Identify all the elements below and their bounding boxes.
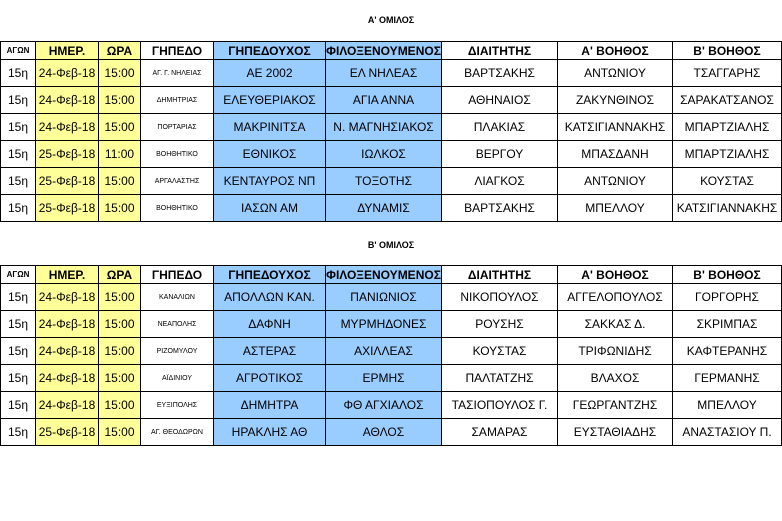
cell-assistant2: ΚΑΤΣΙΓΙΑΝΝΑΚΗΣ [673,195,782,222]
column-header-away: ΦΙΛΟΞΕΝΟΥΜΕΝΟΣ [326,43,441,58]
cell-assistant2: ΜΠΕΛΛΟΥ [673,392,782,419]
cell-referee: ΤΑΣΙΟΠΟΥΛΟΣ Γ. [442,392,558,419]
cell-assistant2: ΜΠΑΡΤΖΙΑΛΗΣ [673,114,782,141]
cell-date: 25-Φεβ-18 [36,195,99,222]
cell-away: ΦΘ ΑΓΧΙΑΛΟΣ [326,392,442,419]
cell-venue: ΑΪΔΙΝΙΟΥ [141,365,214,392]
table-row [1,338,782,365]
column-header-assistant1: Α' ΒΟΗΘΟΣ [558,266,673,284]
cell-venue: ΚΑΝΑΛΙΩΝ [141,284,214,311]
cell-assistant1: ΣΑΚΚΑΣ Δ. [558,311,673,338]
cell-assistant1: ΜΠΕΛΛΟΥ [558,195,673,222]
cell-venue: ΕΥΞΙΠΟΛΗΣ [141,392,214,419]
column-header-date: ΗΜΕΡ. [36,266,99,284]
cell-time: 15:00 [99,168,141,195]
cell-away: ΑΘΛΟΣ [326,419,442,446]
table-row [1,311,782,338]
table-row [1,392,782,419]
cell-date: 24-Φεβ-18 [36,114,99,141]
cell-venue: ΠΟΡΤΑΡΙΑΣ [141,114,214,141]
table-row [1,114,782,141]
cell-assistant1: ΑΝΤΩΝΙΟΥ [558,168,673,195]
cell-round: 15η [1,338,36,365]
cell-assistant1: ΑΝΤΩΝΙΟΥ [558,60,673,87]
cell-away: ΕΛ ΝΗΛΕΑΣ [326,60,442,87]
cell-venue: ΔΗΜΗΤΡΙΑΣ [141,87,214,114]
cell-away: ΑΧΙΛΛΕΑΣ [326,338,442,365]
cell-round: 15η [1,114,36,141]
cell-referee: ΠΛΑΚΙΑΣ [442,114,558,141]
column-header-venue: ΓΗΠΕΔΟ [141,42,214,60]
cell-venue: ΒΟΗΘΗΤΙΚΟ [141,195,214,222]
cell-venue: ΑΓ. ΘΕΟΔΩΡΩΝ [141,419,214,446]
cell-referee: ΒΑΡΤΣΑΚΗΣ [442,195,558,222]
cell-referee: ΒΑΡΤΣΑΚΗΣ [442,60,558,87]
cell-assistant1: ΤΡΙΦΩΝΙΔΗΣ [558,338,673,365]
cell-time: 15:00 [99,311,141,338]
cell-assistant1: ΓΕΩΡΓΑΝΤΖΗΣ [558,392,673,419]
column-header-time: ΩΡΑ [99,42,141,60]
cell-round: 15η [1,195,36,222]
cell-date: 24-Φεβ-18 [36,284,99,311]
cell-round: 15η [1,311,36,338]
cell-home: ΑΣΤΕΡΑΣ [214,338,326,365]
cell-assistant2: ΚΑΦΤΕΡΑΝΗΣ [673,338,782,365]
column-header-assistant2: Β' ΒΟΗΘΟΣ [673,266,782,284]
column-header-round: ΑΓΩΝ [1,42,36,60]
cell-home: ΑΓΡΟΤΙΚΟΣ [214,365,326,392]
column-header-home: ΓΗΠΕΔΟΥΧΟΣ [214,266,326,284]
cell-venue: ΑΓ. Γ. ΝΗΛΕΙΑΣ [141,60,214,87]
column-header-referee: ΔΙΑΙΤΗΤΗΣ [442,42,558,60]
cell-time: 15:00 [99,60,141,87]
cell-referee: ΡΟΥΣΗΣ [442,311,558,338]
cell-date: 25-Φεβ-18 [36,419,99,446]
cell-home: ΔΗΜΗΤΡΑ [214,392,326,419]
cell-time: 15:00 [99,284,141,311]
cell-referee: ΛΙΑΓΚΟΣ [442,168,558,195]
cell-round: 15η [1,141,36,168]
cell-assistant2: ΣΑΡΑΚΑΤΣΑΝΟΣ [673,87,782,114]
cell-home: ΕΘΝΙΚΟΣ [214,141,326,168]
column-header-round: ΑΓΩΝ [1,266,36,284]
cell-date: 24-Φεβ-18 [36,338,99,365]
cell-date: 25-Φεβ-18 [36,141,99,168]
cell-date: 24-Φεβ-18 [36,392,99,419]
cell-assistant1: ΜΠΑΣΔΑΝΗ [558,141,673,168]
group-b-title: Β' ΟΜΙΛΟΣ [367,240,415,250]
cell-venue: ΒΟΗΘΗΤΙΚΟ [141,141,214,168]
cell-assistant2: ΑΝΑΣΤΑΣΙΟΥ Π. [673,419,782,446]
cell-round: 15η [1,365,36,392]
cell-away: ΔΥΝΑΜΙΣ [326,195,442,222]
cell-round: 15η [1,284,36,311]
column-header-date: ΗΜΕΡ. [36,42,99,60]
table-row [1,284,782,311]
cell-date: 24-Φεβ-18 [36,311,99,338]
cell-away: ΤΟΞΟΤΗΣ [326,168,442,195]
header-row [1,266,782,284]
column-header-assistant2: Β' ΒΟΗΘΟΣ [673,42,782,60]
cell-date: 24-Φεβ-18 [36,365,99,392]
cell-time: 15:00 [99,195,141,222]
cell-time: 11:00 [99,141,141,168]
cell-home: ΕΛΕΥΘΕΡΙΑΚΟΣ [214,87,326,114]
cell-assistant1: ΖΑΚΥΝΘΙΝΟΣ [558,87,673,114]
cell-referee: ΑΘΗΝΑΙΟΣ [442,87,558,114]
cell-away: Ν. ΜΑΓΝΗΣΙΑΚΟΣ [326,114,442,141]
cell-away: ΕΡΜΗΣ [326,365,442,392]
cell-round: 15η [1,87,36,114]
cell-assistant2: ΜΠΑΡΤΖΙΑΛΗΣ [673,141,782,168]
cell-away: ΜΥΡΜΗΔΟΝΕΣ [326,311,442,338]
cell-date: 24-Φεβ-18 [36,60,99,87]
cell-date: 25-Φεβ-18 [36,168,99,195]
cell-home: ΜΑΚΡΙΝΙΤΣΑ [214,114,326,141]
group-a-table [0,41,782,222]
cell-venue: ΑΡΓΑΛΑΣΤΗΣ [141,168,214,195]
table-row [1,365,782,392]
cell-referee: ΚΟΥΣΤΑΣ [442,338,558,365]
cell-assistant2: ΚΟΥΣΤΑΣ [673,168,782,195]
cell-referee: ΠΑΛΤΑΤΖΗΣ [442,365,558,392]
cell-home: ΑΠΟΛΛΩΝ ΚΑΝ. [214,284,326,311]
table-row [1,195,782,222]
cell-home: ΗΡΑΚΛΗΣ ΑΘ [214,419,326,446]
cell-assistant2: ΣΚΡΙΜΠΑΣ [673,311,782,338]
cell-assistant2: ΓΟΡΓΟΡΗΣ [673,284,782,311]
column-header-home: ΓΗΠΕΔΟΥΧΟΣ [214,42,326,60]
cell-round: 15η [1,60,36,87]
cell-home: ΔΑΦΝΗ [214,311,326,338]
cell-away: ΙΩΛΚΟΣ [326,141,442,168]
table-row [1,87,782,114]
group-a-title: Α' ΟΜΙΛΟΣ [367,15,415,25]
cell-assistant1: ΒΛΑΧΟΣ [558,365,673,392]
cell-assistant2: ΤΣΑΓΓΑΡΗΣ [673,60,782,87]
cell-away: ΑΓΙΑ ΑΝΝΑ [326,87,442,114]
cell-assistant1: ΕΥΣΤΑΘΙΑΔΗΣ [558,419,673,446]
cell-assistant1: ΚΑΤΣΙΓΙΑΝΝΑΚΗΣ [558,114,673,141]
cell-referee: ΝΙΚΟΠΟΥΛΟΣ [442,284,558,311]
header-row [1,42,782,60]
column-header-referee: ΔΙΑΙΤΗΤΗΣ [442,266,558,284]
cell-referee: ΒΕΡΓΟΥ [442,141,558,168]
cell-time: 15:00 [99,419,141,446]
cell-round: 15η [1,168,36,195]
cell-assistant2: ΓΕΡΜΑΝΗΣ [673,365,782,392]
cell-round: 15η [1,392,36,419]
cell-assistant1: ΑΓΓΕΛΟΠΟΥΛΟΣ [558,284,673,311]
table-row [1,141,782,168]
table-row [1,168,782,195]
cell-time: 15:00 [99,365,141,392]
cell-time: 15:00 [99,87,141,114]
column-header-venue: ΓΗΠΕΔΟ [141,266,214,284]
group-b-table [0,265,782,446]
table-row [1,419,782,446]
cell-time: 15:00 [99,392,141,419]
cell-referee: ΣΑΜΑΡΑΣ [442,419,558,446]
cell-home: ΑΕ 2002 [214,60,326,87]
column-header-away: ΦΙΛΟΞΕΝΟΥΜΕΝΟΣ [326,267,441,282]
cell-round: 15η [1,419,36,446]
cell-time: 15:00 [99,114,141,141]
cell-away: ΠΑΝΙΩΝΙΟΣ [326,284,442,311]
cell-home: ΚΕΝΤΑΥΡΟΣ ΝΠ [214,168,326,195]
column-header-assistant1: Α' ΒΟΗΘΟΣ [558,42,673,60]
cell-time: 15:00 [99,338,141,365]
cell-venue: ΡΙΖΟΜΥΛΟΥ [141,338,214,365]
table-row [1,60,782,87]
cell-home: ΙΑΣΩΝ ΑΜ [214,195,326,222]
cell-venue: ΝΕΑΠΟΛΗΣ [141,311,214,338]
column-header-time: ΩΡΑ [99,266,141,284]
cell-date: 24-Φεβ-18 [36,87,99,114]
